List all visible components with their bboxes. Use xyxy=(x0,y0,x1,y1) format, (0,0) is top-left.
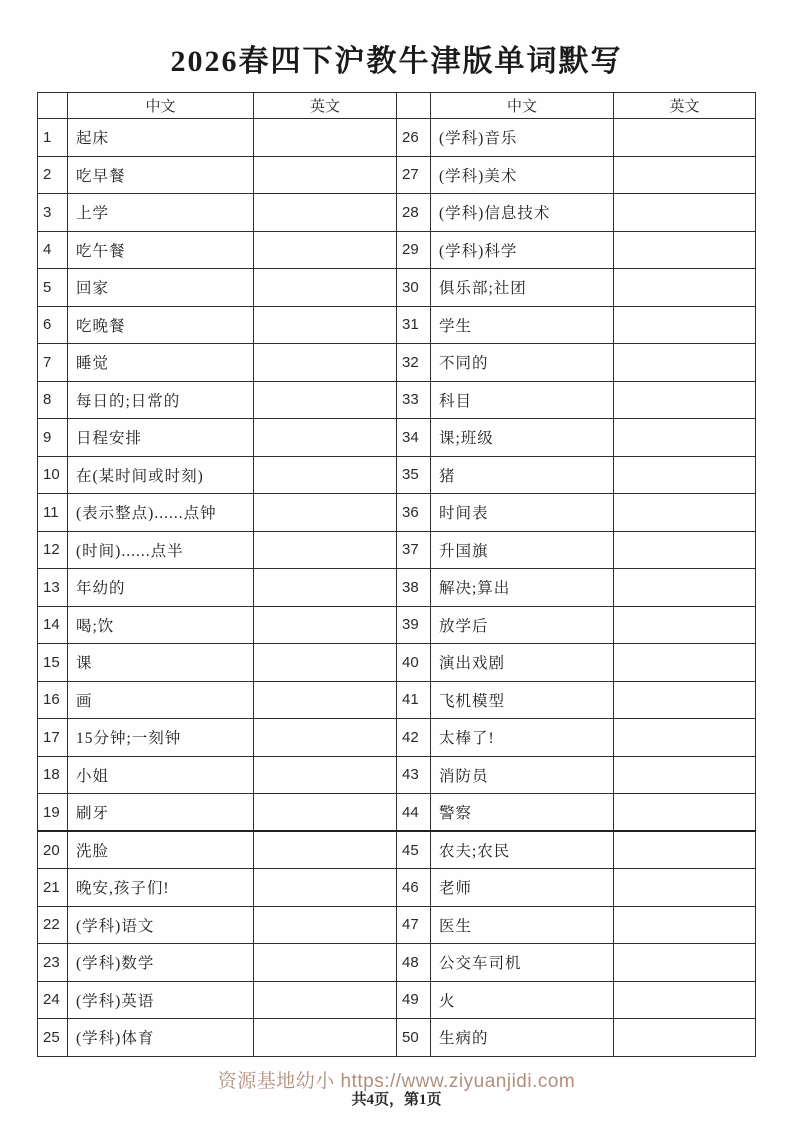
row-number-cell: 2 xyxy=(38,156,68,194)
english-blank-cell xyxy=(614,831,756,869)
row-number-cell: 28 xyxy=(397,194,431,232)
worksheet-table-body xyxy=(38,119,756,1057)
table-row xyxy=(38,194,756,232)
chinese-term-cell: (学科)体育 xyxy=(68,1019,254,1057)
english-blank-cell xyxy=(254,231,397,269)
english-blank-cell xyxy=(254,569,397,607)
row-number-cell: 8 xyxy=(38,381,68,419)
english-blank-cell xyxy=(614,419,756,457)
english-blank-cell xyxy=(254,831,397,869)
chinese-term-cell: 晚安,孩子们! xyxy=(68,869,254,907)
row-number-cell: 37 xyxy=(397,531,431,569)
table-row xyxy=(38,644,756,682)
row-number-cell: 43 xyxy=(397,756,431,794)
header-chinese-right: 中文 xyxy=(431,93,614,119)
header-english-right: 英文 xyxy=(614,93,756,119)
row-number-cell: 5 xyxy=(38,269,68,307)
row-number-cell: 31 xyxy=(397,306,431,344)
chinese-term-cell: (学科)科学 xyxy=(431,231,614,269)
chinese-term-cell: 吃早餐 xyxy=(68,156,254,194)
chinese-term-cell: 公交车司机 xyxy=(431,944,614,982)
row-number-cell: 3 xyxy=(38,194,68,232)
table-row xyxy=(38,531,756,569)
table-row xyxy=(38,569,756,607)
row-number-cell: 20 xyxy=(38,831,68,869)
chinese-term-cell: 时间表 xyxy=(431,494,614,532)
chinese-term-cell: (学科)音乐 xyxy=(431,119,614,157)
row-number-cell: 27 xyxy=(397,156,431,194)
row-number-cell: 21 xyxy=(38,869,68,907)
chinese-term-cell: 科目 xyxy=(431,381,614,419)
english-blank-cell xyxy=(254,269,397,307)
row-number-cell: 33 xyxy=(397,381,431,419)
row-number-cell: 9 xyxy=(38,419,68,457)
english-blank-cell xyxy=(254,794,397,832)
english-blank-cell xyxy=(614,381,756,419)
chinese-term-cell: 飞机模型 xyxy=(431,681,614,719)
english-blank-cell xyxy=(254,944,397,982)
english-blank-cell xyxy=(614,344,756,382)
row-number-cell: 45 xyxy=(397,831,431,869)
english-blank-cell xyxy=(254,756,397,794)
chinese-term-cell: 刷牙 xyxy=(68,794,254,832)
row-number-cell: 47 xyxy=(397,906,431,944)
row-number-cell: 10 xyxy=(38,456,68,494)
chinese-term-cell: 年幼的 xyxy=(68,569,254,607)
chinese-term-cell: 小姐 xyxy=(68,756,254,794)
row-number-cell: 44 xyxy=(397,794,431,832)
chinese-term-cell: 睡觉 xyxy=(68,344,254,382)
chinese-term-cell: (学科)美术 xyxy=(431,156,614,194)
english-blank-cell xyxy=(254,194,397,232)
english-blank-cell xyxy=(254,906,397,944)
english-blank-cell xyxy=(254,119,397,157)
row-number-cell: 17 xyxy=(38,719,68,757)
english-blank-cell xyxy=(254,419,397,457)
chinese-term-cell: 吃晚餐 xyxy=(68,306,254,344)
word-dictation-table xyxy=(37,92,756,1057)
english-blank-cell xyxy=(614,906,756,944)
english-blank-cell xyxy=(254,869,397,907)
english-blank-cell xyxy=(614,981,756,1019)
chinese-term-cell: 喝;饮 xyxy=(68,606,254,644)
english-blank-cell xyxy=(254,1019,397,1057)
row-number-cell: 7 xyxy=(38,344,68,382)
row-number-cell: 19 xyxy=(38,794,68,832)
table-row xyxy=(38,869,756,907)
english-blank-cell xyxy=(614,756,756,794)
chinese-term-cell: 升国旗 xyxy=(431,531,614,569)
page-title: 2026春四下沪教牛津版单词默写 xyxy=(170,45,623,78)
english-blank-cell xyxy=(254,306,397,344)
english-blank-cell xyxy=(254,494,397,532)
table-row xyxy=(38,381,756,419)
chinese-term-cell: 火 xyxy=(431,981,614,1019)
chinese-term-cell: (学科)数学 xyxy=(68,944,254,982)
row-number-cell: 15 xyxy=(38,644,68,682)
chinese-term-cell: 回家 xyxy=(68,269,254,307)
english-blank-cell xyxy=(614,1019,756,1057)
english-blank-cell xyxy=(614,719,756,757)
table-row xyxy=(38,944,756,982)
row-number-cell: 24 xyxy=(38,981,68,1019)
row-number-cell: 34 xyxy=(397,419,431,457)
chinese-term-cell: 不同的 xyxy=(431,344,614,382)
chinese-term-cell: 日程安排 xyxy=(68,419,254,457)
header-number-left xyxy=(38,93,68,119)
row-number-cell: 13 xyxy=(38,569,68,607)
header-chinese-left: 中文 xyxy=(68,93,254,119)
row-number-cell: 40 xyxy=(397,644,431,682)
chinese-term-cell: 上学 xyxy=(68,194,254,232)
english-blank-cell xyxy=(254,456,397,494)
chinese-term-cell: 猪 xyxy=(431,456,614,494)
footer-site-link: 资源基地幼小 https://www.ziyuanjidi.com xyxy=(217,1071,576,1092)
row-number-cell: 14 xyxy=(38,606,68,644)
chinese-term-cell: (学科)信息技术 xyxy=(431,194,614,232)
row-number-cell: 50 xyxy=(397,1019,431,1057)
english-blank-cell xyxy=(254,606,397,644)
chinese-term-cell: 15分钟;一刻钟 xyxy=(68,719,254,757)
chinese-term-cell: 警察 xyxy=(431,794,614,832)
english-blank-cell xyxy=(254,381,397,419)
row-number-cell: 29 xyxy=(397,231,431,269)
table-row xyxy=(38,719,756,757)
header-number-right xyxy=(397,93,431,119)
row-number-cell: 49 xyxy=(397,981,431,1019)
table-row xyxy=(38,681,756,719)
english-blank-cell xyxy=(614,306,756,344)
chinese-term-cell: (学科)英语 xyxy=(68,981,254,1019)
row-number-cell: 30 xyxy=(397,269,431,307)
row-number-cell: 48 xyxy=(397,944,431,982)
row-number-cell: 12 xyxy=(38,531,68,569)
row-number-cell: 4 xyxy=(38,231,68,269)
english-blank-cell xyxy=(254,719,397,757)
chinese-term-cell: 洗脸 xyxy=(68,831,254,869)
chinese-term-cell: 太棒了! xyxy=(431,719,614,757)
table-row xyxy=(38,756,756,794)
chinese-term-cell: 画 xyxy=(68,681,254,719)
footer-page-info: 共4页，第1页 xyxy=(351,1092,442,1108)
english-blank-cell xyxy=(614,606,756,644)
english-blank-cell xyxy=(614,644,756,682)
chinese-term-cell: 老师 xyxy=(431,869,614,907)
english-blank-cell xyxy=(614,156,756,194)
table-row xyxy=(38,306,756,344)
row-number-cell: 32 xyxy=(397,344,431,382)
table-row xyxy=(38,119,756,157)
table-row xyxy=(38,344,756,382)
table-row xyxy=(38,606,756,644)
chinese-term-cell: 解决;算出 xyxy=(431,569,614,607)
table-row xyxy=(38,794,756,832)
table-row xyxy=(38,906,756,944)
english-blank-cell xyxy=(254,156,397,194)
english-blank-cell xyxy=(614,194,756,232)
row-number-cell: 23 xyxy=(38,944,68,982)
row-number-cell: 22 xyxy=(38,906,68,944)
chinese-term-cell: 起床 xyxy=(68,119,254,157)
english-blank-cell xyxy=(614,681,756,719)
row-number-cell: 11 xyxy=(38,494,68,532)
row-number-cell: 35 xyxy=(397,456,431,494)
row-number-cell: 6 xyxy=(38,306,68,344)
chinese-term-cell: 课;班级 xyxy=(431,419,614,457)
table-row xyxy=(38,831,756,869)
chinese-term-cell: 演出戏剧 xyxy=(431,644,614,682)
english-blank-cell xyxy=(254,681,397,719)
chinese-term-cell: 吃午餐 xyxy=(68,231,254,269)
chinese-term-cell: 医生 xyxy=(431,906,614,944)
chinese-term-cell: 学生 xyxy=(431,306,614,344)
english-blank-cell xyxy=(614,531,756,569)
table-row xyxy=(38,494,756,532)
chinese-term-cell: 每日的;日常的 xyxy=(68,381,254,419)
chinese-term-cell: (学科)语文 xyxy=(68,906,254,944)
table-row xyxy=(38,269,756,307)
chinese-term-cell: (表示整点)......点钟 xyxy=(68,494,254,532)
row-number-cell: 26 xyxy=(397,119,431,157)
table-row xyxy=(38,419,756,457)
english-blank-cell xyxy=(614,944,756,982)
english-blank-cell xyxy=(614,569,756,607)
chinese-term-cell: 消防员 xyxy=(431,756,614,794)
english-blank-cell xyxy=(614,456,756,494)
chinese-term-cell: 课 xyxy=(68,644,254,682)
row-number-cell: 41 xyxy=(397,681,431,719)
row-number-cell: 16 xyxy=(38,681,68,719)
table-row xyxy=(38,231,756,269)
table-row xyxy=(38,456,756,494)
row-number-cell: 38 xyxy=(397,569,431,607)
chinese-term-cell: 放学后 xyxy=(431,606,614,644)
header-english-left: 英文 xyxy=(254,93,397,119)
english-blank-cell xyxy=(614,794,756,832)
chinese-term-cell: 俱乐部;社团 xyxy=(431,269,614,307)
table-row xyxy=(38,981,756,1019)
english-blank-cell xyxy=(254,644,397,682)
english-blank-cell xyxy=(614,119,756,157)
row-number-cell: 46 xyxy=(397,869,431,907)
row-number-cell: 18 xyxy=(38,756,68,794)
row-number-cell: 1 xyxy=(38,119,68,157)
row-number-cell: 42 xyxy=(397,719,431,757)
chinese-term-cell: 农夫;农民 xyxy=(431,831,614,869)
chinese-term-cell: (时间)......点半 xyxy=(68,531,254,569)
row-number-cell: 25 xyxy=(38,1019,68,1057)
english-blank-cell xyxy=(614,869,756,907)
english-blank-cell xyxy=(614,269,756,307)
row-number-cell: 36 xyxy=(397,494,431,532)
chinese-term-cell: 生病的 xyxy=(431,1019,614,1057)
english-blank-cell xyxy=(614,494,756,532)
english-blank-cell xyxy=(614,231,756,269)
table-row xyxy=(38,1019,756,1057)
english-blank-cell xyxy=(254,981,397,1019)
table-row xyxy=(38,156,756,194)
row-number-cell: 39 xyxy=(397,606,431,644)
english-blank-cell xyxy=(254,344,397,382)
chinese-term-cell: 在(某时间或时刻) xyxy=(68,456,254,494)
english-blank-cell xyxy=(254,531,397,569)
table-header-row xyxy=(38,93,756,119)
